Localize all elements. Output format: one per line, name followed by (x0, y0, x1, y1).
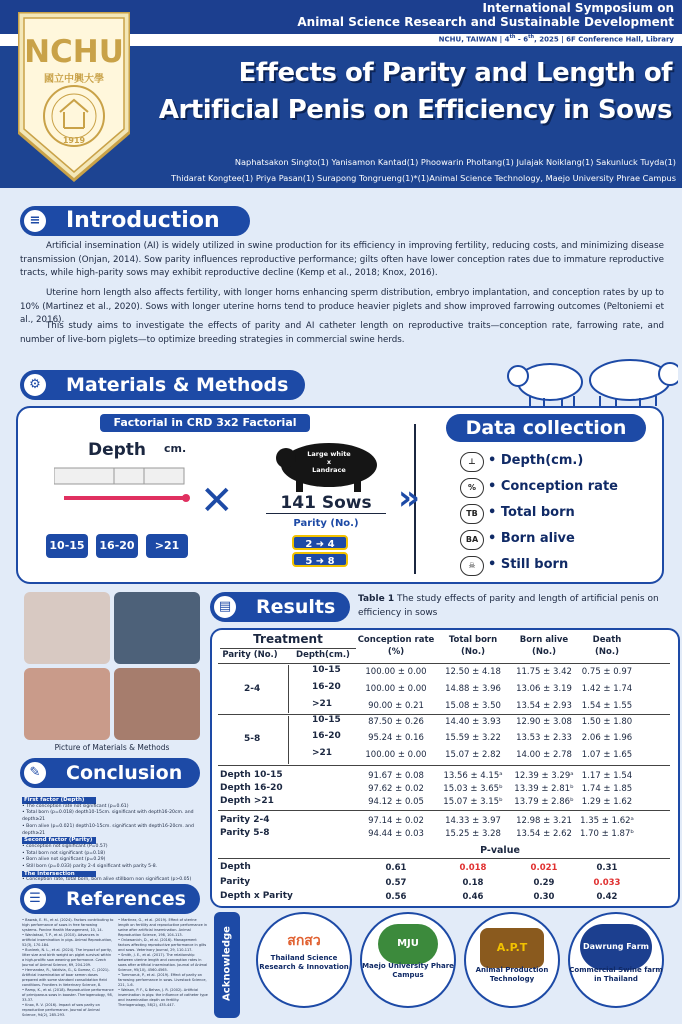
photo-insemination (24, 668, 110, 740)
venue: NCHU, TAIWAN | 4th - 6th, 2025 | 6F Conference Hall, Library (438, 34, 674, 44)
tsri-label: Thailand Science Research & Innovation (259, 954, 349, 971)
parity-label: Parity (No.) (293, 518, 359, 529)
intro-para2: Uterine horn length also affects fertility, with longer horns enhancing sperm distribution, embryo implantation, and conception rates by up to 10% (Martinez et al., 2020). Sows with longer uterine horns tend to produce heavier piglets and show improved farrowing outcomes (Peltoniemi et al., 2016). (20, 288, 664, 325)
table-cell: 14.40 ± 3.93 (445, 717, 501, 727)
mju-label: Maejo University Phare Campus (362, 962, 454, 979)
logo-year: 1919 (62, 136, 86, 145)
reference-item: • Watson, P. F., & Behan, J. R. (2002). Artificial insemination in pigs: the influence of catheter type and insemination depth on fertility. Theriogenology, 58(2), 435-447. (118, 988, 208, 1007)
table-cell-significant: 0.021 (530, 863, 558, 873)
second-item-4: • Still born (p=0.033) parity 2-4 significant with parity 5-8. (22, 864, 158, 870)
skull-icon: ☠ (460, 556, 484, 576)
photo-caption: Picture of Materials & Methods (54, 743, 170, 752)
table-row-depth: 16-20 (312, 682, 341, 692)
depth-row-label: Depth 16-20 (220, 783, 283, 793)
title-line1: Effects of Parity and Length of (238, 58, 672, 88)
table-cell: 13.39 ± 2.81ᵇ (514, 784, 574, 794)
title-line2: Artificial Penis on Efficiency in Sows (158, 95, 672, 125)
symposium-line1: International Symposium on (482, 1, 674, 15)
parity-level-1: 2 ➜ 4 (292, 535, 348, 550)
table-cell: 0.18 (462, 878, 484, 888)
introduction-heading: ≡ Introduction (20, 206, 250, 236)
first-item-2: • Total born (p=0.018) depth10-15cm. significant with depth16-20cm. and depth≥21 (22, 810, 194, 823)
intersection-label: The intersection (22, 871, 96, 878)
col-conception-header: Conception rate (%) (357, 635, 435, 657)
table-cell: 1.35 ± 1.62ᵃ (580, 816, 634, 826)
reference-item: • Martinez, G., et al. (2019). Effect of uterine length on fertility and reproductive performance in swine after artificial insemination. Animal Reproduction Science, 198, 104-113. (118, 918, 208, 937)
table-cell: 0.31 (596, 863, 618, 873)
table-cell: 97.62 ± 0.02 (368, 784, 424, 794)
pvalue-row-label: Parity (220, 877, 251, 887)
table-cell: 1.70 ± 1.87ᵇ (579, 829, 635, 839)
col-bornalive-header: Born alive (No.) (519, 635, 569, 657)
col-depth-header: Depth(cm.) (296, 650, 350, 660)
col-totalborn-header: Total born (No.) (448, 635, 498, 657)
table-cell: 0.61 (385, 863, 407, 873)
first-factor-label: First factor (Depth) (22, 797, 96, 804)
table-cell: 2.06 ± 1.96 (581, 733, 633, 743)
table-cell: 1.29 ± 1.62 (581, 797, 633, 807)
authors-line2: Thidarat Kongtee(1) Priya Pasan(1) Surapong Tongrueng(1)*(1)Animal Science Technology, Maejo University Phrae Campus (171, 173, 676, 183)
photo-sow (114, 668, 200, 740)
conclusion-heading: ✎ Conclusion (20, 758, 200, 788)
reference-item: • Wanlaksai, T. P., et al. (2010). Advances in artificial insemination in pigs. Animal Reproduction, 52(3), 170-184. (22, 933, 113, 947)
swine-farm-logo (568, 912, 664, 1008)
depth-label: Depth (88, 440, 147, 460)
table-cell: 13.79 ± 2.86ᵇ (514, 797, 574, 807)
first-item-1: • The conception rate not significant (p=0.61) (22, 803, 129, 809)
results-heading: ▤ Results (210, 592, 350, 622)
gear-icon: ⚙ (22, 372, 48, 398)
data-item-conception: • Conception rate (488, 479, 618, 494)
second-factor-label: Second factor (Parity) (22, 837, 96, 844)
factorial-label: Factorial in CRD 3x2 Factorial (100, 414, 310, 432)
table-cell: 94.44 ± 0.03 (368, 829, 424, 839)
group1-label: 2-4 (244, 684, 261, 694)
pig-icon: % (460, 478, 484, 498)
cm-label: cm. (164, 442, 187, 455)
catheter-illustration (54, 464, 194, 516)
data-item-still-born: • Still born (488, 557, 569, 572)
pigs-illustration (500, 352, 678, 408)
depth-level-1: 10-15 (46, 534, 88, 558)
table-cell: 1.50 ± 1.80 (581, 717, 633, 727)
table-cell: 1.74 ± 1.85 (581, 784, 633, 794)
table-cell: 94.12 ± 0.05 (368, 797, 424, 807)
table-cell: 12.39 ± 3.29ᵃ (514, 771, 574, 781)
table-cell: 97.14 ± 0.02 (368, 816, 424, 826)
authors-line1: Naphatsakon Singto(1) Yanisamon Kantad(1) Phoowarin Pholtang(1) Julajak Noiklang(1) Sakunluck Tuyda(1) (234, 157, 676, 167)
table-cell: 0.30 (533, 892, 555, 902)
data-collection-heading: Data collection (446, 414, 646, 442)
references-col1 (22, 918, 114, 1018)
data-item-depth: • Depth(cm.) (488, 453, 584, 468)
table-cell: 1.54 ± 1.55 (581, 701, 633, 711)
intro-para3: This study aims to investigate the effects of parity and AI catheter length on reproductive traits—conception rate, farrowing rate, and number of live-born piglets—to optimize breeding strategies in commercial swine herds. (20, 321, 664, 345)
reference-item: • Knox, R. V. (2016). Impact of sow parity on reproductive performance. Journal of Animal Science, 94(2), 285-293. (22, 1003, 100, 1017)
table-cell: 87.50 ± 0.26 (368, 717, 424, 727)
table-cell: 100.00 ± 0.00 (365, 750, 427, 760)
arrow-right-icon: » (398, 478, 420, 518)
table-cell: 13.53 ± 2.33 (516, 733, 572, 743)
references-col2 (118, 918, 208, 1018)
data-item-born-alive: • Born alive (488, 531, 575, 546)
group2-label: 5-8 (244, 734, 261, 744)
table-cell-significant: 0.018 (459, 863, 487, 873)
references-heading: ☰ References (20, 884, 200, 914)
symposium-line2: Animal Science Research and Sustainable Development (297, 15, 674, 29)
table-row-depth: >21 (312, 699, 333, 709)
mju-mark: MJU (378, 924, 438, 964)
table-cell: 1.17 ± 1.54 (581, 771, 633, 781)
col-parity-header: Parity (No.) (222, 650, 278, 660)
book-icon: ☰ (22, 886, 48, 912)
table-row-depth: 10-15 (312, 715, 341, 725)
document-icon: ≡ (22, 208, 48, 234)
intersection-item-1: • Conception rate, total born, born alive stillborn non significant (p>0.05) (22, 877, 192, 883)
table-cell: 90.00 ± 0.21 (368, 701, 424, 711)
mju-logo (360, 912, 456, 1008)
depth-row-label: Depth 10-15 (220, 770, 283, 780)
reference-item: • Hernandez, R., Valdivia, G., & Gomez, C. (2021). Artificial insemination of boar semen doses prepared with some standard consolidation field conditions. Frontiers in Veterinary Science, 8. (22, 968, 110, 987)
table-cell: 0.57 (385, 878, 407, 888)
nchu-logo (18, 12, 130, 182)
lightbulb-icon: ✎ (22, 760, 48, 786)
table-cell: 14.33 ± 3.97 (445, 816, 501, 826)
second-item-3: • Born alive not significant (p=0.29) (22, 857, 106, 863)
parity-row-label: Parity 2-4 (220, 815, 270, 825)
table-cell: 11.75 ± 3.42 (516, 667, 572, 677)
table-cell: 15.59 ± 3.22 (445, 733, 501, 743)
treatment-header: Treatment (253, 632, 323, 646)
parity-level-2: 5 ➜ 8 (292, 552, 348, 567)
table-cell: 14.88 ± 3.96 (445, 684, 501, 694)
table-row-depth: 16-20 (312, 731, 341, 741)
table-cell: 0.75 ± 0.97 (581, 667, 633, 677)
tsri-mark: สกสว (287, 933, 321, 949)
reference-item: • Smith, J. E., et al. (2017). The relationship between uterine length and conception rates in sows after artificial insemination. Journal of Animal Science, 95(10), 4560-4565. (118, 953, 208, 972)
table-cell: 12.50 ± 4.18 (445, 667, 501, 677)
table-cell: 0.46 (462, 892, 484, 902)
table-cell: 100.00 ± 0.00 (365, 667, 427, 677)
table-cell: 0.56 (385, 892, 407, 902)
depth-level-2: 16-20 (96, 534, 138, 558)
logo-text: NCHU (24, 34, 124, 70)
pvalue-header: P-value (480, 845, 520, 856)
times-icon: ✕ (200, 478, 234, 524)
table-caption: Table 1 The study effects of parity and length of artificial penis on efficiency in sows (358, 594, 659, 618)
table-row-depth: 10-15 (312, 665, 341, 675)
ba-icon: BA (460, 530, 484, 550)
depth-level-3: >21 (146, 534, 188, 558)
reference-item: • Bunleek, N. L., et al. (2024). The impact of parity, litter size and birth weight on piglet survival within a high-prolific sow weaning performance. Czech Journal of Animal Science, 69, 204-209. (22, 948, 113, 967)
parity-row-label: Parity 5-8 (220, 828, 270, 838)
reference-item: • Ramp, K., et al. (2018). Reproductive performance of primiparous sows in booster. Theriogenology, 98, 33-37. (22, 988, 114, 1002)
table-cell: 95.24 ± 0.16 (368, 733, 424, 743)
table-cell: 15.07 ± 3.15ᵇ (443, 797, 503, 807)
second-item-1: • conception not significant (P=0.57) (22, 843, 108, 849)
first-item-3: • Born alive (p=0.021) depth10-15cm. significant with depth16-20cm. and depth≥21 (22, 823, 194, 836)
table-cell: 91.67 ± 0.08 (368, 771, 424, 781)
acknowledge-label: Acknowledge (221, 926, 233, 1001)
swine-farm-label: Commercial Swine farm in Thailand (569, 966, 663, 983)
table-cell: 15.07 ± 2.82 (445, 750, 501, 760)
apt-label: Animal Production Technology (475, 966, 549, 983)
sows-count: 141 Sows (266, 493, 386, 514)
table-cell: 0.29 (533, 878, 555, 888)
col-death-header: Death (No.) (592, 635, 622, 657)
table-cell: 12.98 ± 3.21 (516, 816, 572, 826)
depth-icon: ⊥ (460, 452, 484, 472)
table-cell: 100.00 ± 0.00 (365, 684, 427, 694)
table-cell: 12.90 ± 3.08 (516, 717, 572, 727)
table-cell: 15.03 ± 3.65ᵇ (443, 784, 503, 794)
table-cell: 13.56 ± 4.15ᵃ (443, 771, 503, 781)
second-item-2: • Total born not significant (p=0.18) (22, 850, 106, 856)
conclusion-list (22, 797, 206, 884)
reference-item: • Bawab, E. M., et al. (2024). Factors contributing to high performance of sows in free farrowing systems. Porcine Health Management, 10, 14. (22, 918, 114, 932)
reference-item: • Onlawanich, D., et al. (2016). Management factors affecting reproductive performance in gilts and sows. Veterinary Journal, 29, 110-117. (118, 938, 207, 952)
apt-logo (464, 912, 560, 1008)
tb-icon: TB (460, 504, 484, 524)
table-cell: 15.25 ± 3.28 (445, 829, 501, 839)
intro-para1: Artificial insemination (AI) is widely utilized in swine production for its efficiency in improving fertility, reducing costs, and minimizing disease transmission (Onjan, 2014). Sow parity influences reproductive performance; gilts often have lower conception rates due to immature reproductive tracts, while high-parity sows may exhibit reproductive decline (Kemp et al., 2018; Knox, 2016). (20, 241, 664, 278)
table-cell: 1.07 ± 1.65 (581, 750, 633, 760)
methods-heading: ⚙ Materials & Methods (20, 370, 305, 400)
depth-row-label: Depth >21 (220, 796, 274, 806)
chart-icon: ▤ (212, 594, 238, 620)
table-cell: 15.08 ± 3.50 (445, 701, 501, 711)
data-item-total-born: • Total born (488, 505, 575, 520)
table-cell: 13.06 ± 3.19 (516, 684, 572, 694)
breed-label: Large white x Landrace (307, 450, 351, 474)
photo-catheters (24, 592, 110, 664)
table-row-depth: >21 (312, 748, 333, 758)
pvalue-row-label: Depth (220, 862, 251, 872)
table-cell: 13.54 ± 2.93 (516, 701, 572, 711)
photo-students (114, 592, 200, 664)
logo-chinese: 國立中興大學 (44, 74, 104, 85)
swine-farm-mark: Dawrung Farm (580, 924, 652, 970)
pvalue-row-label: Depth x Parity (220, 891, 293, 901)
table-cell: 0.42 (596, 892, 618, 902)
table-cell: 1.42 ± 1.74 (581, 684, 633, 694)
table-cell-significant: 0.033 (593, 878, 621, 888)
table-cell: 14.00 ± 2.78 (516, 750, 572, 760)
apt-mark: A.P.T (480, 928, 544, 968)
table-cell: 13.54 ± 2.62 (516, 829, 572, 839)
reference-item: • Tummaruk, P., et al. (2019). Effect of parity on farrowing performance in sows. Livestock Science, 221, 1-6. (118, 973, 207, 987)
